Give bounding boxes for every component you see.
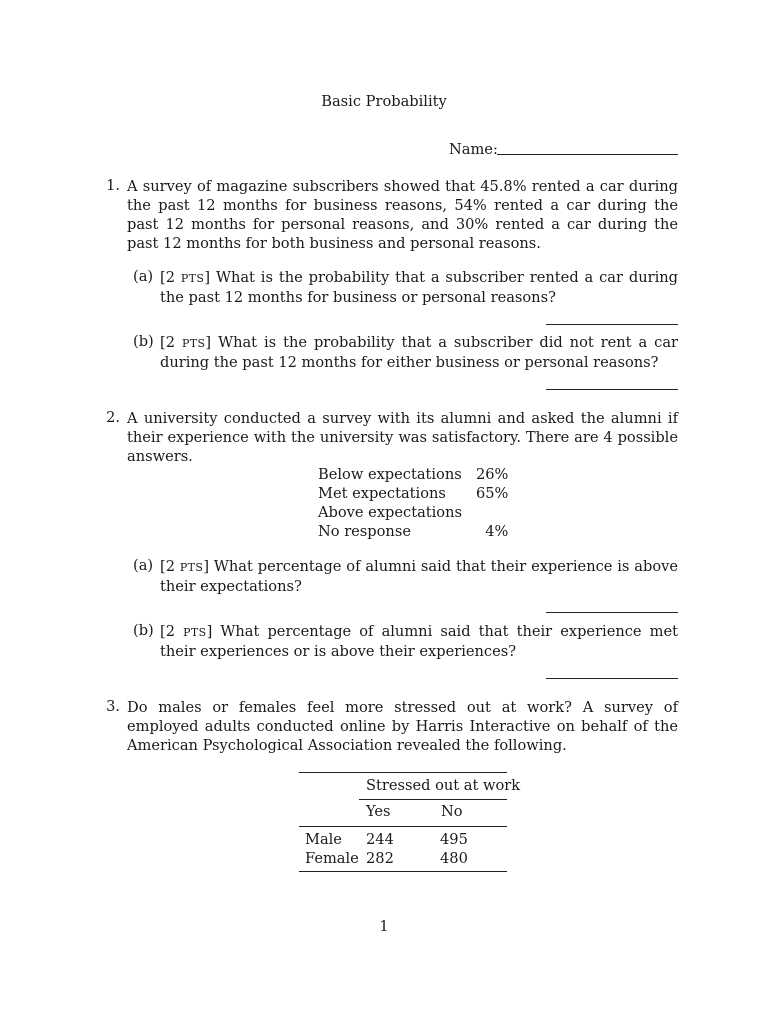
question-3-number: 3. (106, 698, 120, 715)
alumni-response-row (318, 522, 508, 541)
question-1a-points: [2 PTS] (160, 269, 211, 286)
answer-line-1b[interactable] (546, 389, 678, 390)
cell-no: 480 (440, 850, 468, 867)
cell-yes: 282 (366, 850, 394, 867)
page-title: Basic Probability (321, 93, 447, 110)
table-top-rule (299, 772, 507, 773)
alumni-response-row (318, 503, 508, 522)
answer-line-1a[interactable] (546, 324, 678, 325)
response-label: No response (318, 523, 411, 540)
question-1-text: A survey of magazine subscribers showed that 45.8% rented a car during the past 12 months for business reasons, 54% rented a car during the past 12 months for personal reasons, and 30% rented a car during the past 12 months for both business and personal reasons. (127, 178, 678, 252)
table-bottom-rule (299, 871, 507, 872)
row-label: Female (305, 850, 359, 867)
row-label: Male (305, 831, 342, 848)
question-2b-points: [2 PTS] (160, 623, 213, 640)
question-2a-text: What percentage of alumni said that their experience is above their expectations? (160, 558, 678, 595)
question-1b (160, 333, 678, 372)
cell-no: 495 (440, 831, 468, 848)
response-percent: 65% (475, 485, 509, 502)
question-3-text: Do males or females feel more stressed out at work? A survey of employed adults conducted online by Harris Interactive on behalf of the American Psychological Association revealed the following. (127, 699, 678, 754)
name-label: Name: (449, 141, 498, 158)
question-1b-label: (b) (133, 333, 154, 350)
question-2b (160, 622, 678, 661)
alumni-response-row (318, 484, 508, 503)
question-2a (160, 557, 678, 596)
response-percent: 26% (475, 466, 509, 483)
table-group-rule (359, 799, 507, 800)
answer-line-2a[interactable] (546, 612, 678, 613)
response-label: Met expectations (318, 485, 446, 502)
table-group-header: Stressed out at work (366, 777, 521, 794)
question-1a-text: What is the probability that a subscriber rented a car during the past 12 months for business or personal reasons? (160, 269, 678, 306)
response-percent (476, 503, 508, 522)
answer-line-2b[interactable] (546, 678, 678, 679)
question-2a-label: (a) (133, 557, 154, 574)
question-2b-label: (b) (133, 622, 154, 639)
table-header-yes: Yes (366, 803, 391, 820)
question-1a (160, 268, 678, 307)
alumni-response-row (318, 465, 508, 484)
response-label: Above expectations (318, 504, 462, 521)
question-1b-text: What is the probability that a subscriber did not rent a car during the past 12 months for either business or personal reasons? (160, 334, 679, 371)
question-2a-points: [2 PTS] (160, 558, 210, 575)
question-1b-points: [2 PTS] (160, 334, 212, 351)
cell-yes: 244 (366, 831, 394, 848)
response-label: Below expectations (318, 466, 462, 483)
response-percent: 4% (485, 523, 509, 540)
question-1a-label: (a) (133, 268, 154, 285)
question-2-number: 2. (106, 409, 120, 426)
name-blank-line[interactable] (497, 154, 678, 155)
table-header-no: No (441, 803, 463, 820)
alumni-response-table (318, 465, 508, 541)
question-1-number: 1. (106, 177, 120, 194)
question-2b-text: What percentage of alumni said that their experience met their experiences or is above their experiences? (160, 623, 679, 660)
table-mid-rule (299, 826, 507, 827)
page-number: 1 (379, 918, 389, 935)
question-2-text: A university conducted a survey with its alumni and asked the alumni if their experience with the university was satisfactory. There are 4 possible answers. (127, 410, 678, 465)
